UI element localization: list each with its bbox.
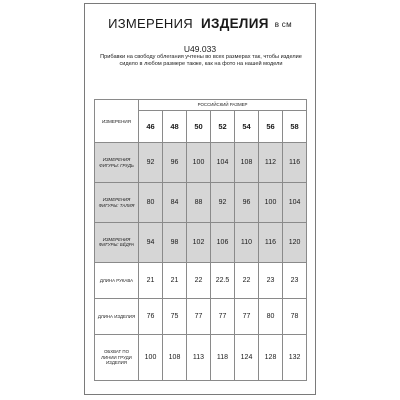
model-code: U49.033 [183,44,217,54]
table-cell: 100 [139,335,163,381]
table-cell: 96 [163,143,187,183]
table-cell: 104 [283,183,307,223]
table-cell: 84 [163,183,187,223]
table-row [95,298,307,334]
table-cell: 21 [139,262,163,298]
table-cell: 77 [235,298,259,334]
size-header: 46 [139,110,163,143]
title-unit: в см [274,20,292,29]
table-cell: 110 [235,222,259,262]
table-cell: 102 [187,222,211,262]
table-cell: 104 [211,143,235,183]
size-header: 56 [259,110,283,143]
table-cell: 23 [283,262,307,298]
table-cell: 77 [211,298,235,334]
size-table [94,99,307,381]
table-row [95,183,307,223]
table-cell: 80 [259,298,283,334]
table-cell: 92 [139,143,163,183]
table-cell: 106 [211,222,235,262]
table-cell: 88 [187,183,211,223]
table-cell: 100 [259,183,283,223]
table-corner-label: ИЗМЕРЕНИЯ [95,100,139,143]
table-cell: 118 [211,335,235,381]
table-cell: 22 [235,262,259,298]
size-header: 54 [235,110,259,143]
row-label: ИЗМЕРЕНИЯ ФИГУРЫ: БЁДРА [95,222,139,262]
table-cell: 77 [187,298,211,334]
table-cell: 23 [259,262,283,298]
table-cell: 78 [283,298,307,334]
table-cell: 116 [259,222,283,262]
table-cell: 108 [235,143,259,183]
table-row [95,262,307,298]
table-cell: 124 [235,335,259,381]
title-measurements: ИЗМЕРЕНИЯ [108,16,193,31]
table-cell: 80 [139,183,163,223]
table-cell: 22.5 [211,262,235,298]
row-label: ОБХВАТ ПО ЛИНИИ ГРУДИ ИЗДЕЛИЯ [95,335,139,381]
size-group-header: РОССИЙСКИЙ РАЗМЕР [139,100,307,111]
table-cell: 116 [283,143,307,183]
table-row [95,143,307,183]
row-label: ДЛИНА ИЗДЕЛИЯ [95,298,139,334]
table-cell: 76 [139,298,163,334]
fit-note: Прибавки на свободу облегания учтены во всех размерах так, чтобы изделие сидело в любом размере также, как на фото на нашей модели [100,54,302,68]
table-cell: 92 [211,183,235,223]
size-header: 50 [187,110,211,143]
table-cell: 96 [235,183,259,223]
table-cell: 108 [163,335,187,381]
table-cell: 98 [163,222,187,262]
size-chart-sheet [84,3,316,395]
table-cell: 128 [259,335,283,381]
row-label: ИЗМЕРЕНИЯ ФИГУРЫ: ГРУДЬ [95,143,139,183]
size-header: 48 [163,110,187,143]
title-garment: ИЗДЕЛИЯ [200,16,269,31]
table-row [95,335,307,381]
table-cell: 132 [283,335,307,381]
table-row [95,222,307,262]
table-cell: 113 [187,335,211,381]
row-label: ДЛИНА РУКАВА [95,262,139,298]
table-cell: 112 [259,143,283,183]
size-header: 58 [283,110,307,143]
table-cell: 94 [139,222,163,262]
table-cell: 120 [283,222,307,262]
page-title [85,16,315,31]
table-cell: 22 [187,262,211,298]
table-cell: 75 [163,298,187,334]
row-label: ИЗМЕРЕНИЯ ФИГУРЫ: ТАЛИЯ [95,183,139,223]
size-header: 52 [211,110,235,143]
table-cell: 100 [187,143,211,183]
table-cell: 21 [163,262,187,298]
